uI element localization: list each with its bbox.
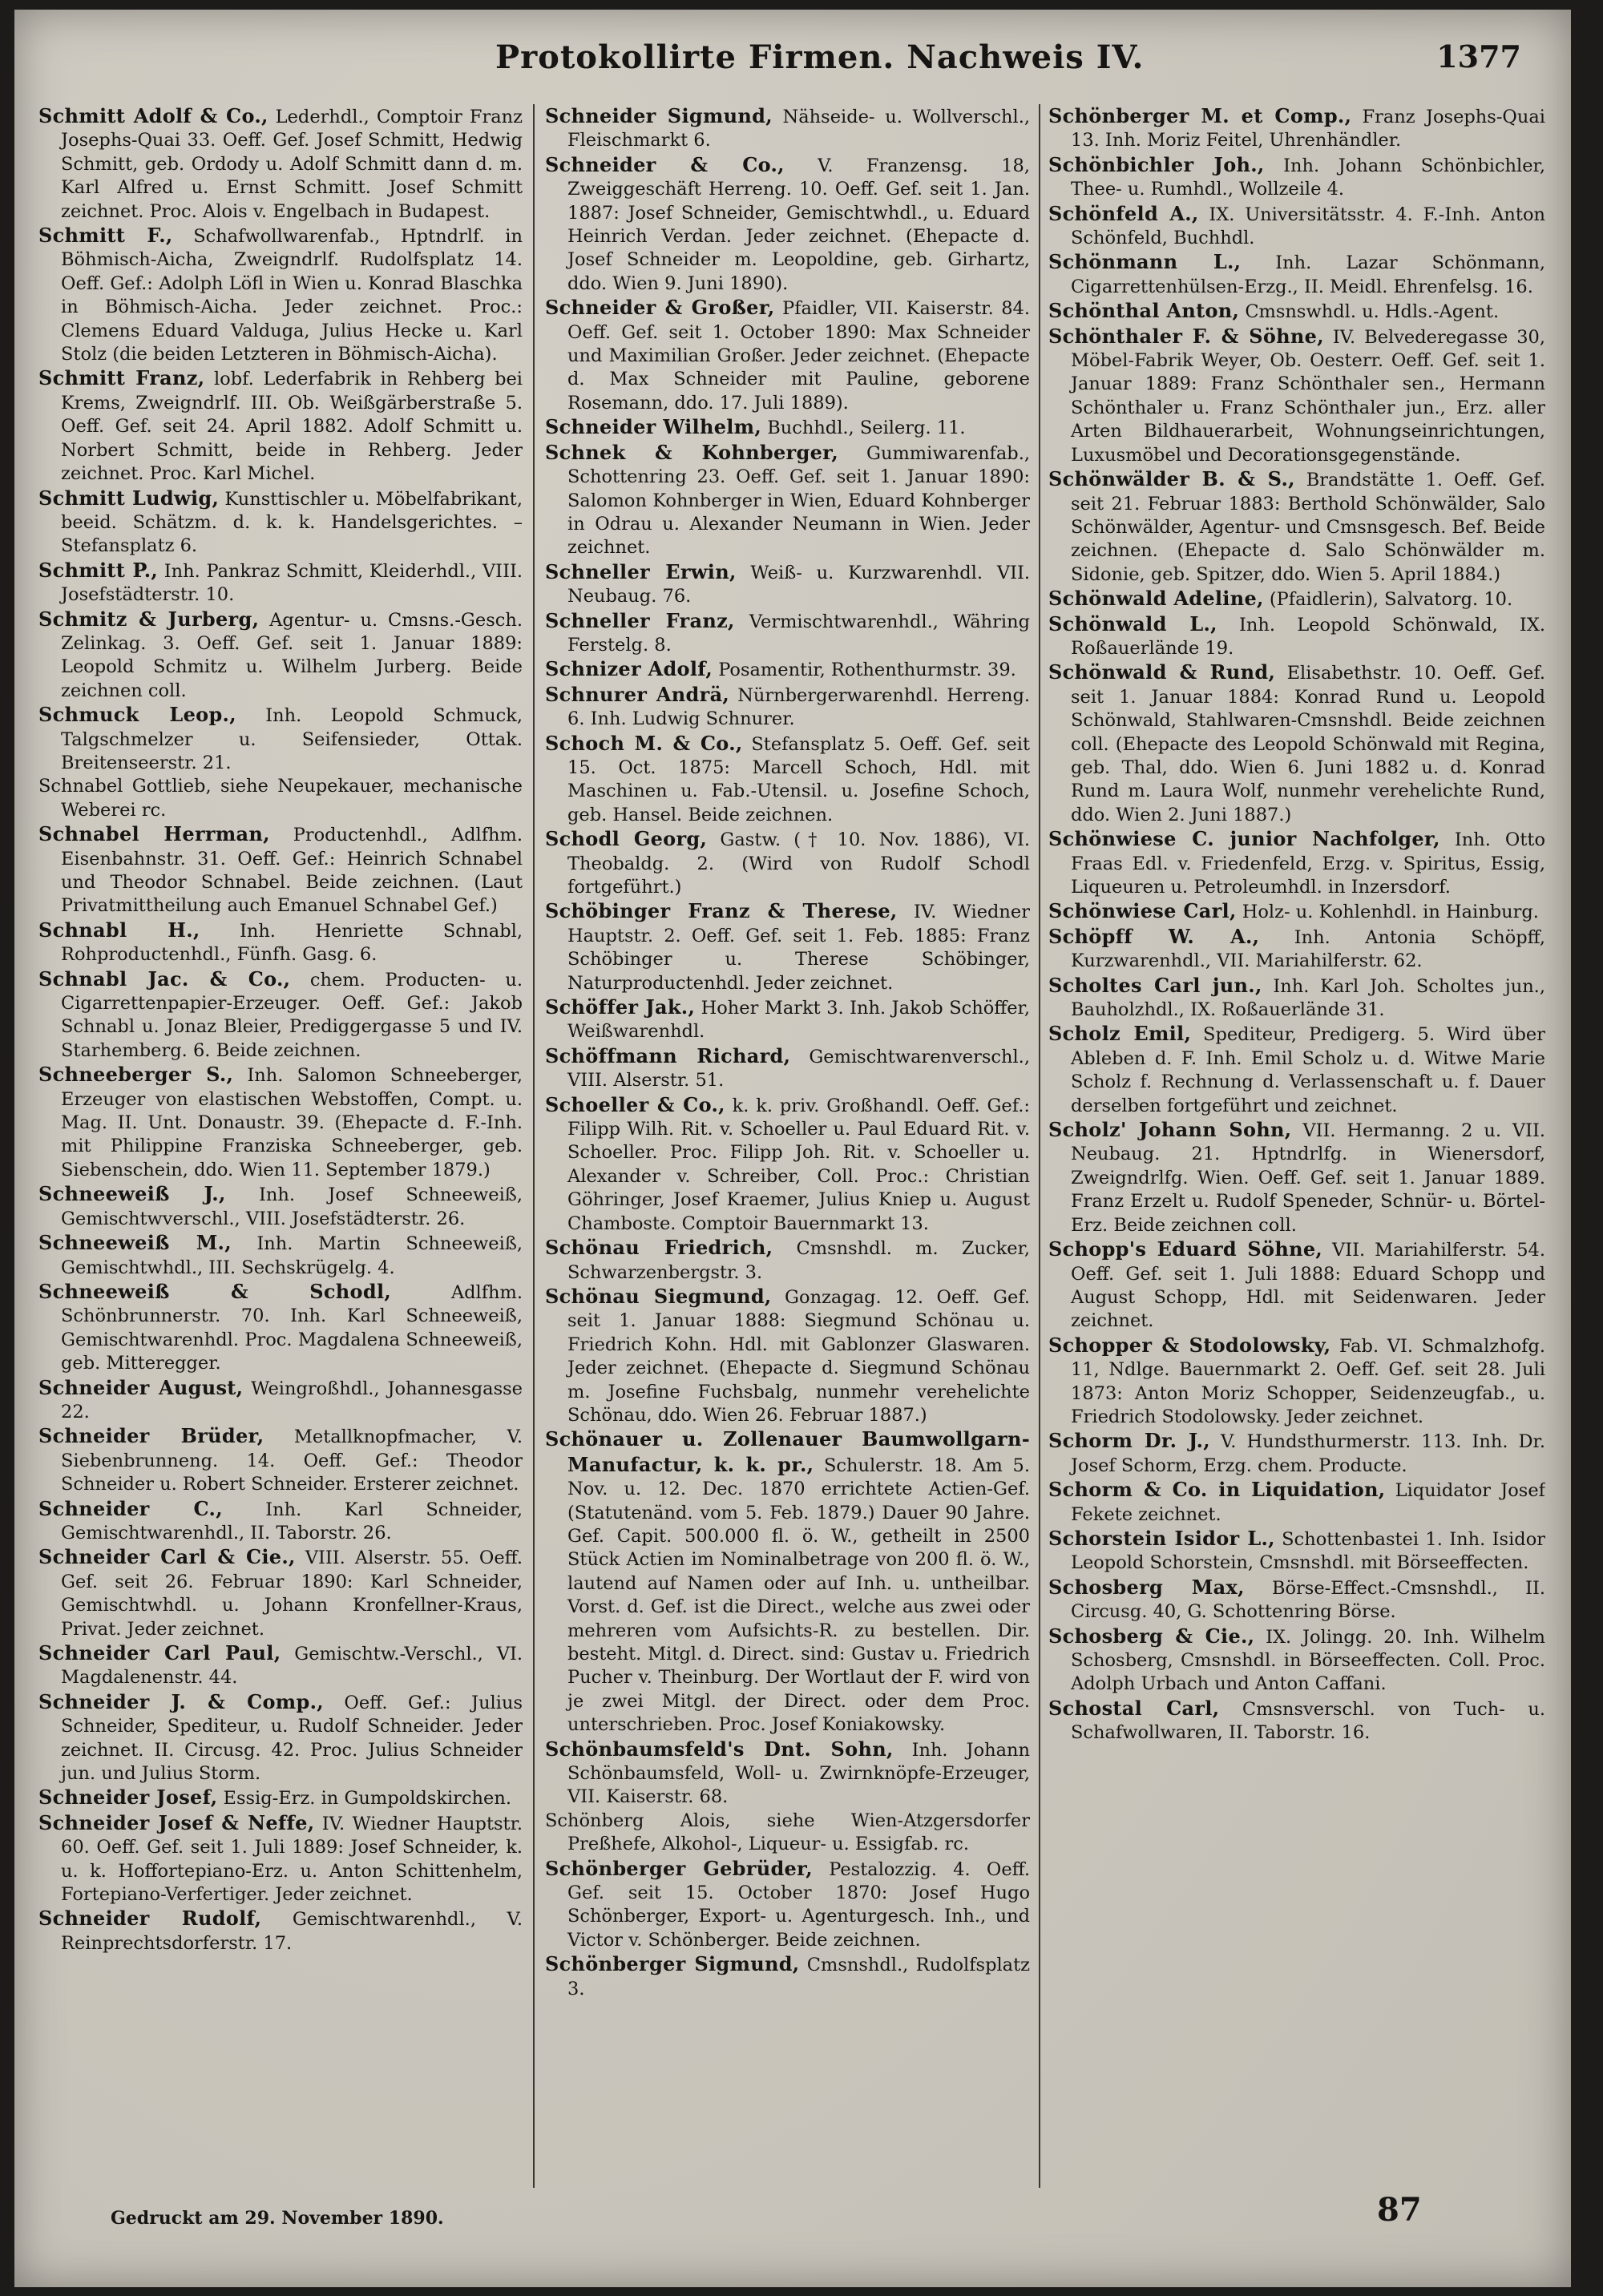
directory-entry	[1048, 1022, 1545, 1118]
firm-name: Schnizer Adolf,	[545, 657, 713, 681]
entry-text: Buchhdl., Seilerg. 11.	[761, 418, 966, 439]
firm-name: Schnurer Andrä,	[545, 682, 730, 706]
directory-entry	[545, 296, 1030, 415]
column-2	[545, 104, 1030, 2188]
firm-name: Schneeberger S.,	[38, 1063, 234, 1087]
firm-name: Schönbaumsfeld's Dnt. Sohn,	[545, 1737, 894, 1761]
entry-text: Inh. Johann Schönbaumsfeld, Woll- u. Zwirnknöpfe-Erzeuger, VII. Kaiserstr. 68.	[567, 1739, 1030, 1808]
directory-entry	[1048, 1429, 1545, 1478]
directory-entry	[545, 827, 1030, 899]
firm-name: Schmitt Adolf & Co.,	[38, 104, 269, 127]
entry-text: Productenhdl., Adlfhm. Eisenbahnstr. 31. Oeff. Gef.: Heinrich Schnabel und Theodor Schnabel. Beide zeichnen. (Laut Privatmittheilung auch Emanuel Schnabel Gef.)	[61, 825, 523, 917]
directory-entry	[38, 607, 523, 704]
firm-name: Schneller Franz,	[545, 608, 735, 632]
directory-entry	[545, 415, 1030, 440]
firm-name: Schönberger Gebrüder,	[545, 1856, 813, 1880]
directory-entry	[38, 104, 523, 224]
firm-name: Schorm Dr. J.,	[1048, 1429, 1210, 1453]
directory-entry	[38, 1182, 523, 1231]
directory-entry	[545, 609, 1030, 658]
firm-name: Schneeweiß & Schodl,	[38, 1279, 392, 1303]
directory-entry	[545, 1093, 1030, 1236]
directory-entry	[545, 683, 1030, 732]
page-number: 1377	[1436, 38, 1521, 75]
firm-name: Scholz' Johann Sohn,	[1048, 1118, 1292, 1142]
firm-name: Schneider Josef,	[38, 1786, 218, 1810]
firm-name: Schneller Erwin,	[545, 559, 737, 583]
entry-text: IV. Wiedner Hauptstr. 2. Oeff. Gef. seit 1. Feb. 1885: Franz Schöbinger u. Therese Schöbinger, Naturproductenhdl. Jeder zeichnet.	[567, 902, 1030, 994]
column-3	[1048, 104, 1545, 2188]
firm-name: Schönauer u. Zollenauer Baumwollgarn-Manufactur, k. k. pr.,	[545, 1427, 1030, 1476]
entry-text: Inh. Pankraz Schmitt, Kleiderhdl., VIII. Josefstädterstr. 10.	[61, 560, 523, 606]
firm-name: Schmuck Leop.,	[38, 703, 236, 727]
entry-text: Liquidator Josef Fekete zeichnet.	[1071, 1480, 1545, 1525]
entry-text: Fab. VI. Schmalzhofg. 11, Ndlge. Bauernmarkt 2. Oeff. Gef. seit 28. Juli 1873: Anton Moriz Schopper, Seidenzeugfab., u. Friedrich Stodolowsky. Jeder zeichnet.	[1071, 1335, 1545, 1427]
directory-entry	[1048, 660, 1545, 827]
firm-name: Schneeweiß J.,	[38, 1182, 226, 1206]
directory-entry	[545, 1737, 1030, 1810]
entry-text: Spediteur, Predigerg. 5. Wird über Ableben d. F. Inh. Emil Scholz u. d. Witwe Marie Scholz f. Rechnung d. Verlassenschaft u. f. Dauer derselben fortgeführt und zeichnet.	[1071, 1024, 1545, 1116]
firm-name: Schneider Rudolf,	[38, 1907, 262, 1931]
directory-entry	[545, 995, 1030, 1044]
entry-text: Inh. Antonia Schöpff, Kurzwarenhdl., VII. Mariahilferstr. 62.	[1071, 926, 1545, 972]
firm-name: Schmitt P.,	[38, 558, 159, 582]
firm-name: Schönwälder B. & S.,	[1048, 467, 1295, 491]
entry-text: chem. Producten- u. Cigarrettenpapier-Erzeuger. Oeff. Gef.: Jakob Schnabl u. Jonaz Bleier, Prediggergasse 5 und IV. Starhemberg. 6. Beide zeichnen.	[61, 969, 523, 1061]
directory-entry	[38, 1690, 523, 1786]
firm-name: Schöffer Jak.,	[545, 995, 696, 1019]
firm-name: Schönberger Sigmund,	[545, 1952, 800, 1976]
directory-entry	[38, 1545, 523, 1641]
directory-entry	[38, 967, 523, 1063]
entry-text: lobf. Lederfabrik in Rehberg bei Krems, Zweigndrlf. III. Ob. Weißgärberstraße 5. Oeff. Gef. seit 24. April 1882. Adolf Schmitt u. Norbert Schmitt, beide in Rehberg. Jeder zeichnet. Proc. Karl Michel.	[61, 369, 523, 485]
directory-entry	[1048, 202, 1545, 251]
print-date-note: Gedruckt am 29. November 1890.	[111, 2208, 444, 2229]
directory-entry	[1048, 587, 1545, 611]
firm-name: Schnabel Herrman,	[38, 822, 270, 846]
firm-name: Schorm & Co. in Liquidation,	[1048, 1478, 1386, 1502]
entry-text: Oeff. Gef.: Julius Schneider, Spediteur, u. Rudolf Schneider. Jeder zeichnet. II. Circusg. 42. Proc. Julius Schneider jun. und Julius Storm.	[61, 1692, 523, 1785]
directory-entry	[38, 486, 523, 559]
firm-name: Schönwald Adeline,	[1048, 587, 1264, 611]
directory-entry	[1048, 899, 1545, 924]
firm-name: Schmitt Ludwig,	[38, 486, 220, 510]
directory-entry	[545, 1044, 1030, 1093]
firm-name: Scholz Emil,	[1048, 1022, 1192, 1046]
directory-entry	[545, 1952, 1030, 2001]
column-rule	[1039, 104, 1040, 2188]
directory-entry	[38, 1231, 523, 1280]
firm-name: Schoch M. & Co.,	[545, 731, 743, 755]
firm-name: Schönfeld A.,	[1048, 201, 1199, 225]
entry-text: Lederhdl., Comptoir Franz Josephs-Quai 33. Oeff. Gef. Josef Schmitt, Hedwig Schmitt, geb. Ordody u. Adolf Schmitt dann d. m. Karl Alfred u. Ernst Schmitt. Josef Schmitt zeichnet. Proc. Alois v. Engelbach in Budapest.	[61, 107, 523, 222]
firm-name: Schönthal Anton,	[1048, 299, 1240, 323]
entry-text: Essig-Erz. in Gumpoldskirchen.	[217, 1788, 511, 1810]
firm-name: Schnabl H.,	[38, 918, 200, 942]
entry-text: Metallknopfmacher, V. Siebenbrunneng. 14. Oeff. Gef.: Theodor Schneider u. Robert Schneider. Ersterer zeichnet.	[61, 1426, 523, 1495]
directory-entry	[38, 1907, 523, 1955]
entry-text: Inh. Leopold Schönwald, IX. Roßauerlände 19.	[1071, 614, 1545, 659]
entry-text: k. k. priv. Großhandl. Oeff. Gef.: Filipp Wilh. Rit. v. Schoeller u. Paul Eduard Rit. v. Schoeller. Proc. Filipp Joh. Rit. v. Schoeller u. Alexander v. Schreiber, Coll. Proc.: Christian Göhringer, Josef Kraemer, Julius Kniep u. August Chamboste. Comptoir Bauernmarkt 13.	[567, 1095, 1030, 1234]
firm-name: Schönberger M. et Comp.,	[1048, 104, 1352, 127]
directory-entry	[38, 775, 523, 822]
directory-entry	[545, 1285, 1030, 1427]
firm-name: Schneider Wilhelm,	[545, 415, 762, 439]
directory-entry	[38, 1497, 523, 1546]
entry-text: Inh. Josef Schneeweiß, Gemischtwverschl., VIII. Josefstädterstr. 26.	[61, 1184, 523, 1229]
firm-name: Schönwiese Carl,	[1048, 899, 1237, 923]
directory-entry	[545, 899, 1030, 995]
entry-text: Gastw. († 10. Nov. 1886), VI. Theobaldg. 2. (Wird von Rudolf Schodl fortgeführt.)	[567, 829, 1030, 898]
firm-name: Schmitt Franz,	[38, 366, 205, 390]
column-rule	[533, 104, 535, 2188]
column-1	[38, 104, 523, 2188]
entry-text: Nähseide- u. Wollverschl., Fleischmarkt 6.	[567, 107, 1030, 151]
entry-text: Franz Josephs-Quai 13. Inh. Moriz Feitel, Uhrenhändler.	[1071, 107, 1545, 151]
entry-text: Adlfhm. Schönbrunnerstr. 70. Inh. Karl Schneeweiß, Gemischtwarenhdl. Proc. Magdalena Schneeweiß, geb. Mitteregger.	[61, 1281, 523, 1374]
firm-name: Schmitt F.,	[38, 224, 173, 248]
directory-entry	[1048, 1334, 1545, 1430]
entry-text: Cmsnshdl. m. Zucker, Schwarzenbergstr. 3.	[567, 1238, 1030, 1283]
entry-text: IV. Belvederegasse 30, Möbel-Fabrik Weyer, Ob. Oesterr. Oeff. Gef. seit 1. Januar 1889: Franz Schönthaler sen., Hermann Schönthaler u. Franz Schönthaler jun., Erz. aller Arten Bildhauerarbeit, Wohnungseinrichtungen, Luxusmöbel und Decorationsgegenstände.	[1071, 326, 1545, 466]
directory-entry	[1048, 1576, 1545, 1624]
firm-name: Schönau Friedrich,	[545, 1236, 773, 1260]
firm-name: Schopper & Stodolowsky,	[1048, 1333, 1331, 1357]
entry-text: VII. Mariahilferstr. 54. Oeff. Gef. seit 1. Juli 1888: Eduard Schopp und August Schopp, Hdl. mit Seidenwaren. Jeder zeichnet.	[1071, 1240, 1545, 1332]
directory-entry	[1048, 1478, 1545, 1527]
directory-entry	[545, 1810, 1030, 1857]
firm-name: Schneider & Co.,	[545, 152, 785, 176]
entry-text: Schnabel Gottlieb, siehe Neupekauer, mechanische Weberei rc.	[38, 776, 523, 821]
entry-text: V. Hundsthurmerstr. 113. Inh. Dr. Josef Schorm, Erzg. chem. Producte.	[1071, 1431, 1545, 1476]
directory-entry	[38, 703, 523, 775]
entry-text: Cmsnswhdl. u. Hdls.-Agent.	[1239, 301, 1500, 323]
directory-entry	[1048, 1527, 1545, 1576]
directory-entry	[1048, 925, 1545, 974]
entry-text: IX. Universitätsstr. 4. F.-Inh. Anton Schönfeld, Buchhdl.	[1071, 204, 1545, 249]
firm-name: Schneeweiß M.,	[38, 1231, 232, 1255]
entry-text: Inh. Karl Schneider, Gemischtwarenhdl., II. Taborstr. 26.	[61, 1499, 523, 1543]
firm-name: Schosberg Max,	[1048, 1575, 1245, 1599]
signature-mark: 87	[1377, 2191, 1422, 2229]
directory-entry	[545, 657, 1030, 682]
directory-entry	[545, 732, 1030, 828]
entry-text: Weiß- u. Kurzwarenhdl. VII. Neubaug. 76.	[567, 562, 1030, 607]
entry-text: Inh. Karl Joh. Scholtes jun., Bauholzhdl., IX. Roßauerlände 31.	[1071, 975, 1545, 1021]
firm-name: Schneider C.,	[38, 1496, 223, 1520]
firm-name: Schnabl Jac. & Co.,	[38, 966, 291, 991]
firm-name: Schönmann L.,	[1048, 250, 1242, 274]
entry-text: Holz- u. Kohlenhdl. in Hainburg.	[1236, 902, 1539, 923]
directory-entry	[38, 1641, 523, 1690]
entry-text: VIII. Alserstr. 55. Oeff. Gef. seit 26. Februar 1890: Karl Schneider, Gemischtwhdl. u. Johann Kronfellner-Kraus, Privat. Jeder zeichnet.	[61, 1547, 523, 1640]
firm-name: Schönthaler F. & Söhne,	[1048, 324, 1324, 348]
directory-entry	[1048, 467, 1545, 587]
firm-name: Schneider Sigmund,	[545, 104, 773, 127]
directory-entry	[38, 1811, 523, 1907]
firm-name: Schodl Georg,	[545, 827, 708, 851]
directory-entry	[1048, 1697, 1545, 1745]
entry-text: Nürnbergerwarenhdl. Herreng. 6. Inh. Ludwig Schnurer.	[567, 684, 1030, 730]
firm-name: Schopp's Eduard Söhne,	[1048, 1237, 1323, 1261]
firm-name: Schneider August,	[38, 1375, 244, 1399]
firm-name: Schöffmann Richard,	[545, 1043, 791, 1067]
firm-name: Schmitz & Jurberg,	[38, 607, 260, 631]
directory-entry	[38, 224, 523, 366]
entry-text: Gemischtw.-Verschl., VI. Magdalenenstr. 44.	[61, 1644, 523, 1689]
directory-entry	[545, 1427, 1030, 1737]
directory-entry	[1048, 153, 1545, 202]
entry-text: Inh. Martin Schneeweiß, Gemischtwhdl., III. Sechskrügelg. 4.	[61, 1233, 523, 1278]
firm-name: Schönwald L.,	[1048, 611, 1217, 636]
entry-text: Pestalozzig. 4. Oeff. Gef. seit 15. October 1870: Josef Hugo Schönberger, Export- u. Agenturgesch. Inh., und Victor v. Schönberger. Beide zeichnen.	[567, 1858, 1030, 1951]
directory-entry	[38, 1063, 523, 1182]
directory-entry	[545, 1236, 1030, 1285]
directory-entry	[1048, 1624, 1545, 1697]
entry-text: Inh. Leopold Schmuck, Talgschmelzer u. Seifensieder, Ottak. Breitenseerstr. 21.	[61, 705, 523, 773]
firm-name: Schoeller & Co.,	[545, 1092, 725, 1116]
firm-name: Schneider J. & Comp.,	[38, 1689, 324, 1713]
directory-entry	[38, 1280, 523, 1376]
entry-text: Elisabethstr. 10. Oeff. Gef. seit 1. Januar 1884: Konrad Rund u. Leopold Schönwald, Stahlwaren-Cmsnshdl. Beide zeichnen coll. (Ehepacte des Leopold Schönwald mit Regina, geb. Thal, ddo. Wien 6. Juni 1882 u. d. Konrad Rund m. Laura Wolf, nunmehr verehelichte Rund, ddo. Wien 2. Juni 1887.)	[1071, 663, 1545, 825]
directory-entry	[38, 559, 523, 607]
entry-text: VII. Hermanng. 2 u. VII. Neubaug. 21. Hptndrlfg. in Wienersdorf, Zweigndrlfg. Wien. Oeff. Gef. seit 1. Januar 1889. Franz Erzelt u. Rudolf Speneder, Schnür- u. Börtel-Erz. Beide zeichnen coll.	[1071, 1120, 1545, 1236]
directory-entry	[38, 1424, 523, 1496]
directory-entry	[1048, 299, 1545, 324]
firm-name: Schönwiese C. junior Nachfolger,	[1048, 827, 1440, 851]
entry-text: Schönberg Alois, siehe Wien-Atzgersdorfer Preßhefe, Alkohol-, Liqueur- u. Essigfab. rc.	[545, 1810, 1030, 1855]
entry-text: Kunsttischler u. Möbelfabrikant, beeid. Schätzm. d. k. k. Handelsgerichtes. – Stefansplatz 6.	[61, 488, 523, 557]
entry-text: Cmsnsverschl. von Tuch- u. Schafwollwaren, II. Taborstr. 16.	[1071, 1698, 1545, 1744]
directory-entry	[38, 1376, 523, 1425]
firm-name: Schneider Josef & Neffe,	[38, 1810, 315, 1834]
entry-text: Inh. Lazar Schönmann, Cigarrettenhülsen-Erzg., II. Meidl. Ehrenfelsg. 16.	[1071, 252, 1545, 297]
entry-text: Agentur- u. Cmsns.-Gesch. Zelinkag. 3. Oeff. Gef. seit 1. Januar 1889: Leopold Schmitz u. Wilhelm Jurberg. Beide zeichnen coll.	[61, 609, 523, 701]
entry-text: Gemischtwarenverschl., VIII. Alserstr. 51.	[567, 1046, 1030, 1092]
directory-entry	[38, 1786, 523, 1810]
firm-name: Scholtes Carl jun.,	[1048, 973, 1262, 997]
entry-text: Gummiwarenfab., Schottenring 23. Oeff. Gef. seit 1. Januar 1890: Salomon Kohnberger in Wien, Eduard Kohnberger in Odrau u. Alexander Neumann in Wien. Jeder zeichnet.	[567, 442, 1030, 559]
directory-entry	[545, 153, 1030, 296]
entry-text: Börse-Effect.-Cmsnshdl., II. Circusg. 40, G. Schottenring Börse.	[1071, 1577, 1545, 1623]
directory-entry	[1048, 250, 1545, 299]
entry-text: Schottenbastei 1. Inh. Isidor Leopold Schorstein, Cmsnshdl. mit Börseeffecten.	[1071, 1528, 1545, 1574]
directory-entry	[1048, 1237, 1545, 1334]
entry-text: Gemischtwarenhdl., V. Reinprechtsdorferstr. 17.	[61, 1909, 523, 1954]
firm-name: Schönbichler Joh.,	[1048, 152, 1265, 176]
directory-entry	[1048, 974, 1545, 1023]
directory-entry	[38, 918, 523, 967]
directory-entry	[1048, 104, 1545, 153]
entry-text: Cmsnshdl., Rudolfsplatz 3.	[567, 1955, 1030, 1999]
directory-entry	[1048, 325, 1545, 467]
firm-name: Schneider Carl Paul,	[38, 1641, 281, 1664]
entry-text: IX. Jolingg. 20. Inh. Wilhelm Schosberg, Cmsnshdl. in Börseeffecten. Coll. Proc. Adolph Urbach und Anton Caffani.	[1071, 1626, 1545, 1695]
firm-name: Schosberg & Cie.,	[1048, 1624, 1255, 1648]
entry-text: (Pfaidlerin), Salvatorg. 10.	[1263, 589, 1513, 611]
entry-text: Schulerstr. 18. Am 5. Nov. u. 12. Dec. 1870 errichtete Actien-Gef. (Statutenänd. vom 5. Feb. 1879.) Dauer 90 Jahre. Gef. Capit. 500.000 fl. ö. W., getheilt in 2500 Stück Actien im Nominalbetrage von 200 fl. ö. W., lautend auf Namen oder auf Inh. u. untheilbar. Vorst. d. Gef. ist die Direct., welche aus zwei oder mehreren vom Aufsichts-R. zu bestellen. Dir. besteht. Mitgl. d. Direct. sind: Gustav u. Friedrich Pucher v. Theinburg. Der Wortlaut der F. wird von je zwei Mitgl. der Direct. oder dem Proc. unterschrieben. Proc. Josef Koniakowsky.	[567, 1455, 1030, 1736]
directory-entry	[545, 560, 1030, 609]
document-page	[14, 10, 1571, 2287]
entry-text: Brandstätte 1. Oeff. Gef. seit 21. Februar 1883: Berthold Schönwälder, Salo Schönwälder, Agentur- und Cmsnsgesch. Bef. Beide zeichnen. (Ehepacte d. Salo Schönwälder m. Sidonie, geb. Spitzer, ddo. Wien 5. April 1884.)	[1071, 470, 1545, 585]
directory-entry	[38, 366, 523, 486]
entry-text: Schafwollwarenfab., Hptndrlf. in Böhmisch-Aicha, Zweigndrlf. Rudolfsplatz 14. Oeff. Gef.: Adolph Löfl in Wien u. Konrad Blaschka in Böhmisch-Aicha. Jeder zeichnet. Proc.: Clemens Eduard Valduga, Julius Hecke u. Karl Stolz (die beiden Letzteren in Böhmisch-Aicha).	[61, 226, 523, 365]
entry-text: Inh. Salomon Schneeberger, Erzeuger von elastischen Webstoffen, Compt. u. Mag. II. Unt. Donaustr. 39. (Ehepacte d. F.-Inh. mit Philippine Franziska Schneeberger, geb. Siebenschein, ddo. Wien 11. September 1879.)	[61, 1065, 523, 1180]
directory-entry	[545, 441, 1030, 560]
entry-text: Stefansplatz 5. Oeff. Gef. seit 15. Oct. 1875: Marcell Schoch, Hdl. mit Maschinen u. Fab.-Utensil. u. Josefine Schoch, geb. Hansel. Beide zeichnen.	[567, 733, 1030, 825]
directory-entry	[545, 1857, 1030, 1953]
firm-name: Schnek & Kohnberger,	[545, 440, 839, 464]
entry-text: Gonzagag. 12. Oeff. Gef. seit 1. Januar 1888: Siegmund Schönau u. Friedrich Kohn. Hdl. mit Gablonzer Glaswaren. Jeder zeichnet. (Ehepacte d. Siegmund Schönau m. Josefine Fuchsbalg, nunmehr verehelichte Schönau, ddo. Wien 26. Februar 1887.)	[567, 1286, 1030, 1426]
entry-text: Hoher Markt 3. Inh. Jakob Schöffer, Weißwarenhdl.	[567, 998, 1030, 1043]
running-head	[46, 35, 1537, 83]
firm-name: Schöbinger Franz & Therese,	[545, 899, 898, 923]
directory-entry	[1048, 827, 1545, 899]
entry-text: Pfaidler, VII. Kaiserstr. 84. Oeff. Gef. seit 1. October 1890: Max Schneider und Maximilian Großer. Jeder zeichnet. (Ehepacte d. Max Schneider mit Pauline, geborene Rosemann, ddo. 17. Juli 1889).	[567, 298, 1030, 414]
firm-name: Schneider Brüder,	[38, 1424, 264, 1448]
entry-text: Inh. Henriette Schnabl, Rohproductenhdl., Fünfh. Gasg. 6.	[61, 920, 523, 966]
firm-name: Schneider Carl & Cie.,	[38, 1545, 296, 1569]
entry-text: Vermischtwarenhdl., Währing Ferstelg. 8.	[567, 611, 1030, 656]
entry-text: Posamentir, Rothenthurmstr. 39.	[713, 660, 1016, 681]
firm-name: Schorstein Isidor L.,	[1048, 1526, 1275, 1550]
directory-entry	[545, 104, 1030, 153]
entry-text: Weingroßhdl., Johannesgasse 22.	[61, 1378, 523, 1422]
directory-entry	[1048, 1118, 1545, 1237]
directory-entry	[1048, 612, 1545, 661]
entry-text: IV. Wiedner Hauptstr. 60. Oeff. Gef. seit 1. Juli 1889: Josef Schneider, k. u. k. Hoffortepiano-Erz. u. Anton Schittenhelm, Fortepiano-Verfertiger. Jeder zeichnet.	[61, 1813, 523, 1906]
firm-name: Schneider & Großer,	[545, 296, 775, 320]
firm-name: Schönau Siegmund,	[545, 1284, 772, 1308]
firm-name: Schostal Carl,	[1048, 1696, 1220, 1720]
entry-text: Inh. Johann Schönbichler, Thee- u. Rumhdl., Wollzeile 4.	[1071, 155, 1545, 200]
entry-text: Inh. Otto Fraas Edl. v. Friedenfeld, Erzg. v. Spiritus, Essig, Liqueuren u. Petroleumhdl. in Inzersdorf.	[1071, 829, 1545, 898]
directory-entry	[38, 822, 523, 918]
firm-name: Schönwald & Rund,	[1048, 660, 1276, 684]
page-title: Protokollirte Firmen. Nachweis IV.	[495, 38, 1145, 76]
entry-text: V. Franzensg. 18, Zweiggeschäft Herreng. 10. Oeff. Gef. seit 1. Jan. 1887: Josef Schneider, Gemischtwhdl., u. Eduard Heinrich Verdan. Jeder zeichnet. (Ehepacte d. Josef Schneider m. Leopoldine, geb. Girhartz, ddo. Wien 9. Juni 1890).	[567, 155, 1030, 294]
firm-name: Schöpff W. A.,	[1048, 924, 1260, 948]
